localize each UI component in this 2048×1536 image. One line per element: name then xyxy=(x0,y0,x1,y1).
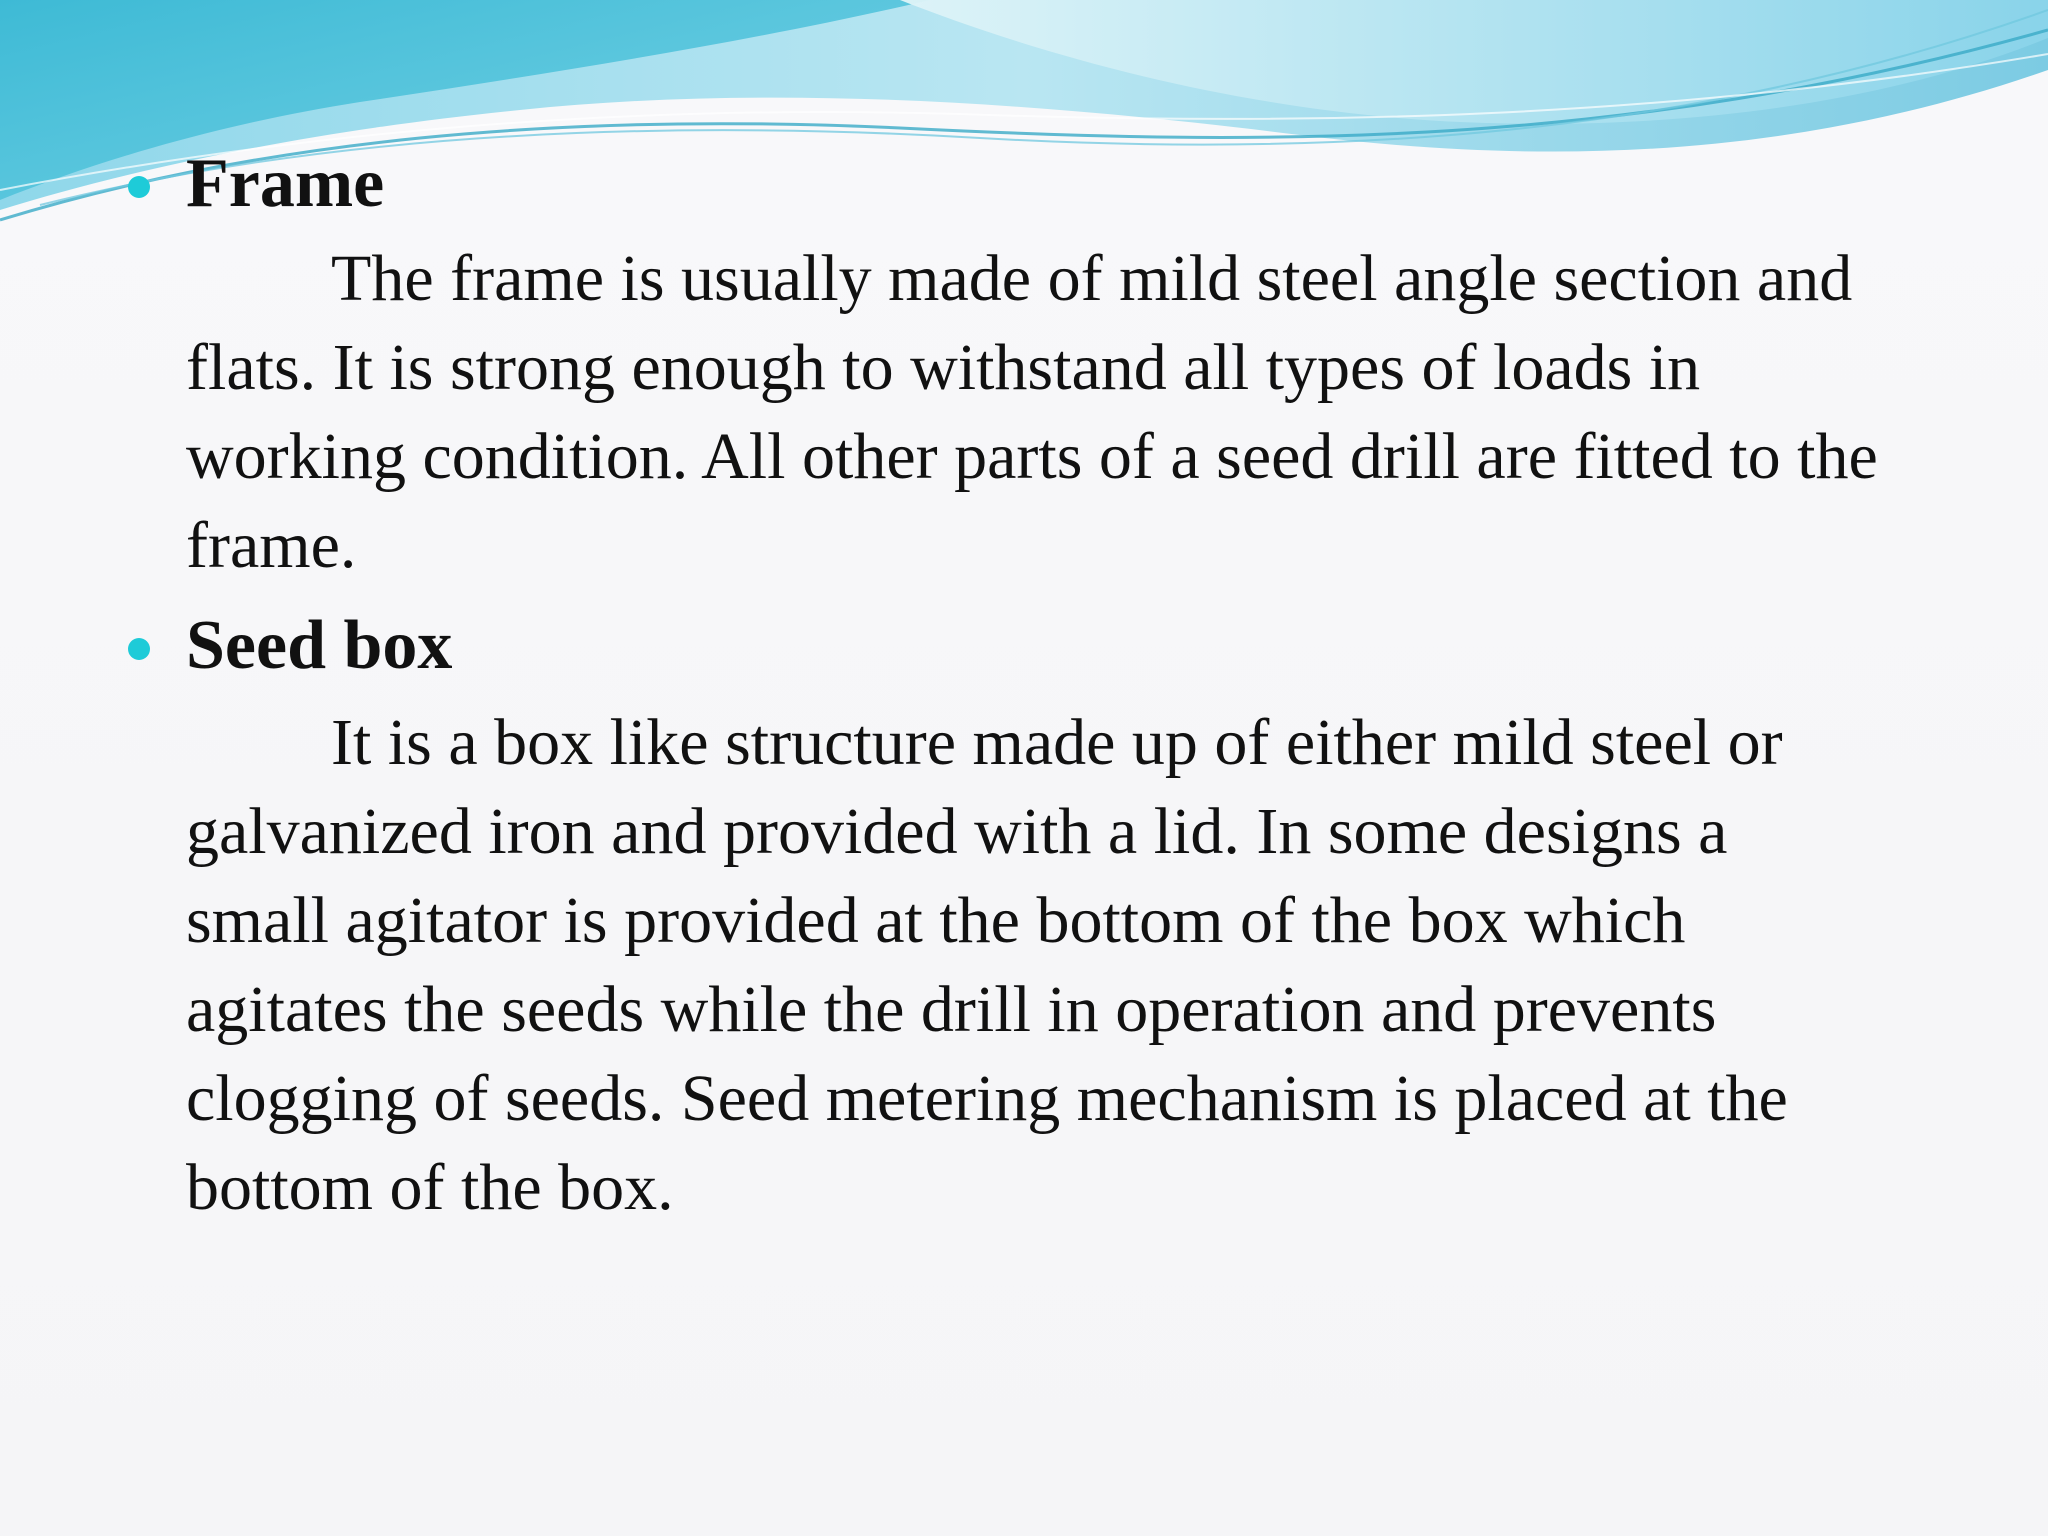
slide-content xyxy=(128,142,1958,1232)
section-body-frame: The frame is usually made of mild steel angle section and flats. It is strong enough to withstand all types of loads in working condition. All other parts of a seed drill are fitted to the frame. xyxy=(186,242,1878,582)
section-heading-frame: Frame xyxy=(186,145,385,222)
bullet-frame xyxy=(128,142,1958,226)
section-heading-seed-box: Seed box xyxy=(186,607,453,684)
bullet-dot-icon xyxy=(128,176,150,198)
bullet-dot-icon xyxy=(128,638,150,660)
bullet-seed-box xyxy=(128,604,1958,688)
section-body-seed-box: It is a box like structure made up of either mild steel or galvanized iron and provided with a lid. In some designs a small agitator is provided at the bottom of the box which agitates the seeds while the drill in operation and prevents clogging of seeds. Seed metering mechanism is placed at the bottom of the box. xyxy=(186,706,1788,1224)
